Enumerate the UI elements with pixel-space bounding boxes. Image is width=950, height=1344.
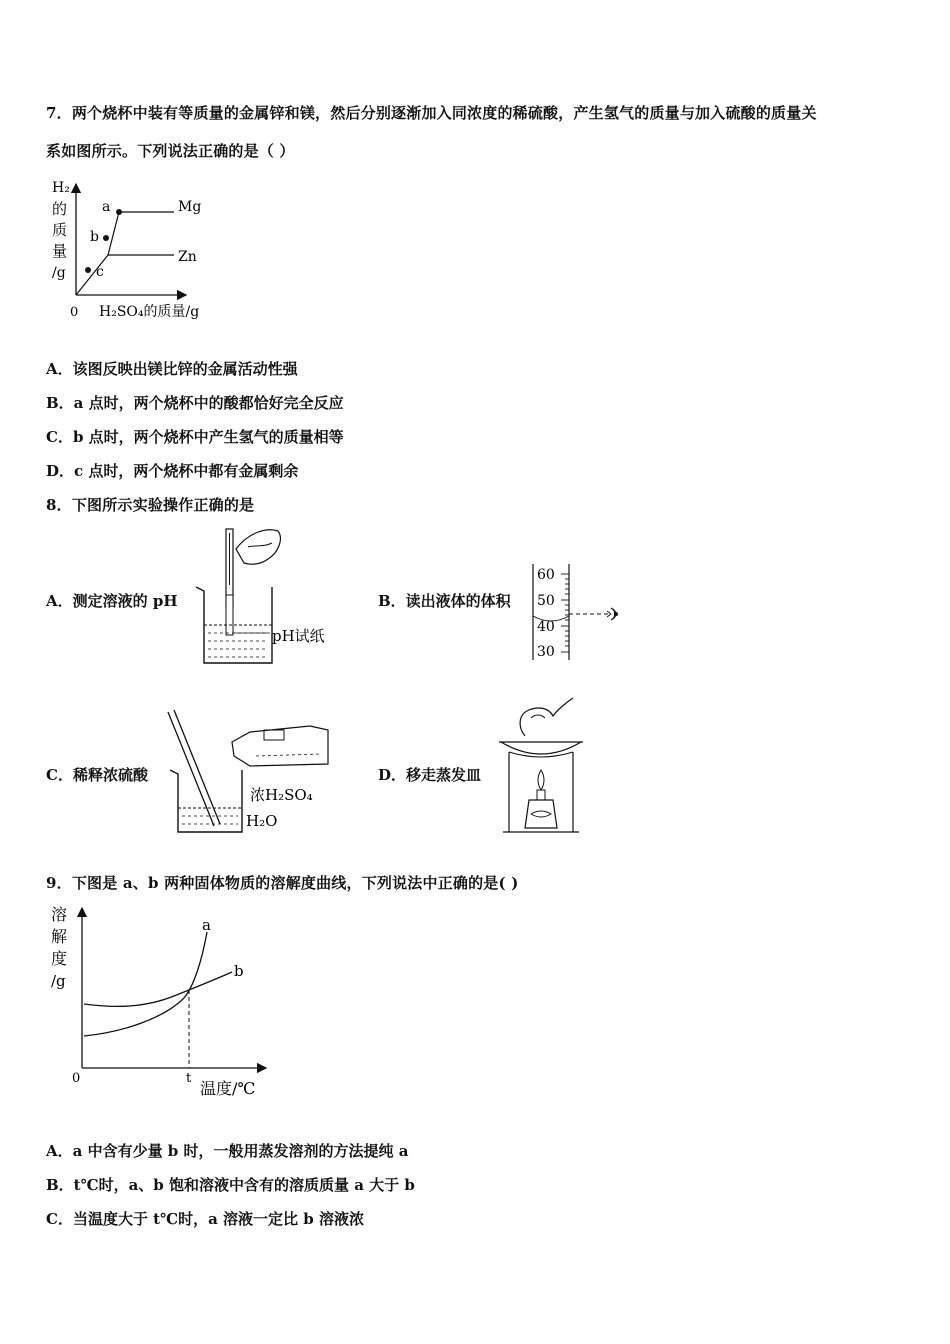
q8-figure-a	[186, 525, 346, 670]
q9-xlabel: 温度/℃	[200, 1079, 256, 1098]
q7-ylabel-1: H₂	[52, 180, 70, 196]
q7-stem-line1: 7．两个烧杯中装有等质量的金属锌和镁，然后分别逐渐加入同浓度的稀硫酸，产生氢气的质量与加入硫酸的质量关	[46, 104, 817, 122]
q7-label-a: a	[102, 199, 111, 215]
q9-ylabel-2: 解	[51, 927, 68, 946]
q7-label-mg: Mg	[178, 199, 202, 215]
q9-label-a: a	[202, 916, 211, 934]
q8-figure-d	[495, 696, 590, 836]
q9-option-a: A．a 中含有少量 b 时，一般用蒸发溶剂的方法提纯 a	[46, 1142, 409, 1160]
q7-mg-line	[108, 212, 119, 255]
q8-figure-c	[160, 708, 335, 838]
q7-option-c: C．b 点时，两个烧杯中产生氢气的质量相等	[46, 428, 344, 446]
q9-t-label: t	[186, 1071, 192, 1086]
q9-stem: 9．下图是 a、b 两种固体物质的溶解度曲线，下列说法中正确的是( )	[46, 874, 519, 892]
q8-option-d: D．移走蒸发皿	[378, 766, 482, 784]
q7-option-a: A．该图反映出镁比锌的金属活动性强	[46, 360, 298, 378]
q7-point-c	[85, 267, 91, 273]
q9-option-b: B．t℃时，a、b 饱和溶液中含有的溶质质量 a 大于 b	[46, 1176, 415, 1194]
q8-figure-b	[525, 560, 635, 665]
q9-ylabel-1: 溶	[51, 905, 68, 924]
q7-point-b	[103, 235, 109, 241]
q8-label-water: H₂O	[246, 812, 278, 830]
q8-option-b: B．读出液体的体积	[378, 592, 511, 610]
q7-ylabel-5: /g	[52, 265, 66, 281]
q7-ylabel-2: 的	[52, 200, 68, 218]
q7-label-zn: Zn	[178, 249, 197, 265]
q9-option-c: C．当温度大于 t℃时，a 溶液一定比 b 溶液浓	[46, 1210, 364, 1228]
q9-curve-b	[84, 972, 232, 1006]
q7-figure	[44, 176, 224, 326]
q7-origin: 0	[70, 305, 79, 320]
q8-tick-30: 30	[537, 644, 555, 660]
q9-label-b: b	[234, 962, 244, 980]
q7-option-d: D．c 点时，两个烧杯中都有金属剩余	[46, 462, 299, 480]
q8-tick-60: 60	[537, 567, 555, 583]
q7-option-b: B．a 点时，两个烧杯中的酸都恰好完全反应	[46, 394, 344, 412]
q8-label-ph-paper: pH试纸	[272, 627, 325, 645]
q7-ylabel-3: 质	[52, 221, 68, 239]
q8-stem: 8．下图所示实验操作正确的是	[46, 496, 255, 514]
q9-origin: 0	[72, 1071, 81, 1086]
q9-figure	[44, 900, 274, 1100]
q7-label-c: c	[96, 264, 104, 280]
q9-ylabel-4: /g	[51, 972, 66, 990]
q8-option-c: C．稀释浓硫酸	[46, 766, 148, 784]
q9-ylabel-3: 度	[51, 949, 68, 968]
q7-stem-line2: 系如图所示。下列说法正确的是（ ）	[46, 142, 295, 160]
q8-option-a: A．测定溶液的 pH	[46, 592, 178, 610]
q7-xlabel: H₂SO₄的质量/g	[99, 304, 200, 320]
q7-ylabel-4: 量	[52, 242, 68, 260]
q7-point-a	[116, 209, 122, 215]
q8-tick-50: 50	[537, 593, 555, 609]
q7-label-b: b	[90, 229, 99, 245]
q8-tick-40: 40	[537, 619, 555, 635]
q8-label-conc-acid: 浓H₂SO₄	[250, 786, 313, 804]
